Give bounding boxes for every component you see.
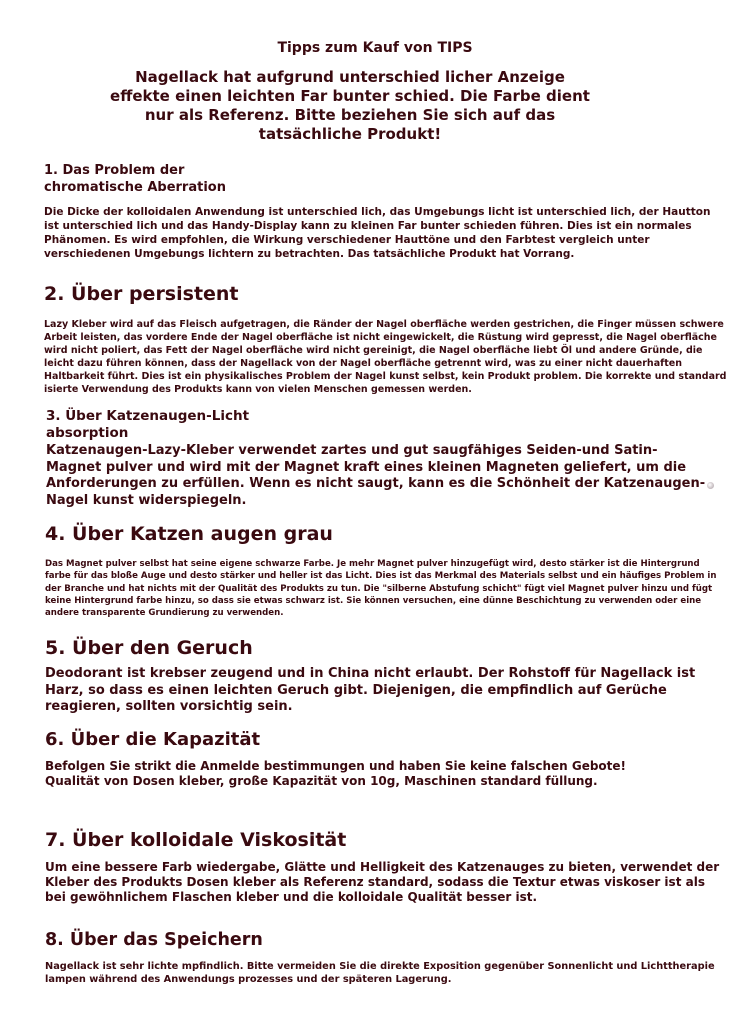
section-5: [45, 636, 705, 716]
section-5-body: Deodorant ist krebser zeugend und in China nicht erlaubt. Der Rohstoff für Nagellack ist Harz, so dass es einen leichten Geruch gibt. Diejenigen, die empfindlich auf Gerüche reagieren, sollten vorsichtig sein.: [45, 666, 696, 714]
section-5-heading: 5. Über den Geruch: [45, 637, 253, 659]
section-1-heading-line2: chromatische Aberration: [44, 180, 226, 195]
section-1-body: Die Dicke der kolloidalen Anwendung ist unterschied lich, das Umgebungs licht ist unterschied lich, der Hautton ist unterschied lich und das Handy-Display kann zu kleinen Far bunter schieden führen. Dies ist ein normales Phänomen. Es wird empfohlen, die Wirkung verschiedener Hauttöne und den Farbtest vergleich unter verschiedenen Umgebungs lichtern zu betrachten. Das tatsächliche Produkt hat Vorrang.: [44, 206, 711, 260]
section-7-body: Um eine bessere Farb wiedergabe, Glätte und Helligkeit des Katzenauges zu bieten, verwendet der Kleber des Produkts Dosen kleber als Referenz standard, sodass die Textur etwas viskoser ist als bei gewöhnlichem Flaschen kleber und die kolloidale Qualität besser ist.: [45, 860, 720, 904]
section-2-heading: 2. Über persistent: [44, 283, 239, 305]
section-8-heading: 8. Über das Speichern: [45, 930, 263, 950]
section-2-body: Lazy Kleber wird auf das Fleisch aufgetragen, die Ränder der Nagel oberfläche werden gestrichen, die Finger müssen schwere Arbeit leisten, das vordere Ende der Nagel oberfläche ist nicht eingewickelt, die Rüstung wird gepresst, die Nagel oberfläche wird nicht poliert, das Fett der Nagel oberfläche wird nicht gereinigt, die Nagel oberfläche liebt Öl und andere Gründe, die leicht dazu führen können, dass der Nagellack von der Nagel oberfläche getrennt wird, was zu einer nicht dauerhaften Haltbarkeit führt. Dies ist ein physikalisches Problem der Nagel kunst selbst, kein Produkt problem. Die korrekte und standard isierte Verwendung des Produkts kann von vielen Menschen gemessen werden.: [44, 319, 727, 395]
sparkle-dot-icon: [707, 482, 714, 489]
section-1: [44, 162, 724, 261]
section-3: [46, 408, 710, 509]
section-3-heading: [46, 408, 710, 442]
section-3-heading-line1: 3. Über Katzenaugen-Licht: [46, 408, 250, 424]
section-6-body-line2: Qualität von Dosen kleber, große Kapazität von 10g, Maschinen standard füllung.: [45, 774, 598, 788]
section-7-heading: 7. Über kolloidale Viskosität: [45, 829, 347, 851]
section-6: [45, 728, 725, 789]
section-4: [45, 522, 727, 619]
section-6-body: [45, 759, 725, 789]
section-4-body: Das Magnet pulver selbst hat seine eigene schwarze Farbe. Je mehr Magnet pulver hinzugefügt wird, desto stärker ist die Hintergrund farbe für das bloße Auge und desto stärker und heller ist das Licht. Dies ist das Merkmal des Materials selbst und ein häufiges Problem in der Branche und hat nichts mit der Qualität des Produkts zu tun. Die "silberne Abstufung schicht" fügt viel Magnet pulver hinzu und fügt keine Hintergrund farbe hinzu, so dass sie etwas schwarz ist. Sie können versuchen, eine dünne Beschichtung zu verwenden oder eine andere transparente Grundierung zu verwenden.: [45, 559, 717, 619]
section-3-body: Katzenaugen-Lazy-Kleber verwendet zartes und gut saugfähiges Seiden-und Satin-Magnet pulver und wird mit der Magnet kraft eines kleinen Magneten geliefert, um die Anforderungen zu erfüllen. Wenn es nicht saugt, kann es die Schönheit der Katzenaugen-Nagel kunst widerspiegeln.: [46, 443, 706, 508]
section-6-heading: 6. Über die Kapazität: [45, 729, 261, 750]
section-4-heading: 4. Über Katzen augen grau: [45, 523, 333, 545]
section-7: [45, 828, 725, 905]
section-8: [45, 928, 725, 986]
section-8-body: Nagellack ist sehr lichte mpfindlich. Bitte vermeiden Sie die direkte Exposition gegenüber Sonnenlicht und Lichttherapie lampen während des Anwendungs prozesses und der späteren Lagerung.: [45, 961, 715, 985]
section-2: [44, 282, 728, 396]
section-3-heading-line2: absorption: [46, 425, 129, 441]
intro-notice: Nagellack hat aufgrund unterschied licher Anzeige effekte einen leichten Far bunter schied. Die Farbe dient nur als Referenz. Bitte beziehen Sie sich auf das tatsächliche Produkt!: [110, 68, 590, 143]
section-6-body-line1: Befolgen Sie strikt die Anmelde bestimmungen und haben Sie keine falschen Gebote!: [45, 759, 627, 773]
section-1-heading-line1: 1. Das Problem der: [44, 163, 185, 178]
page-title: Tipps zum Kauf von TIPS: [277, 40, 473, 56]
section-1-heading: [44, 162, 724, 196]
